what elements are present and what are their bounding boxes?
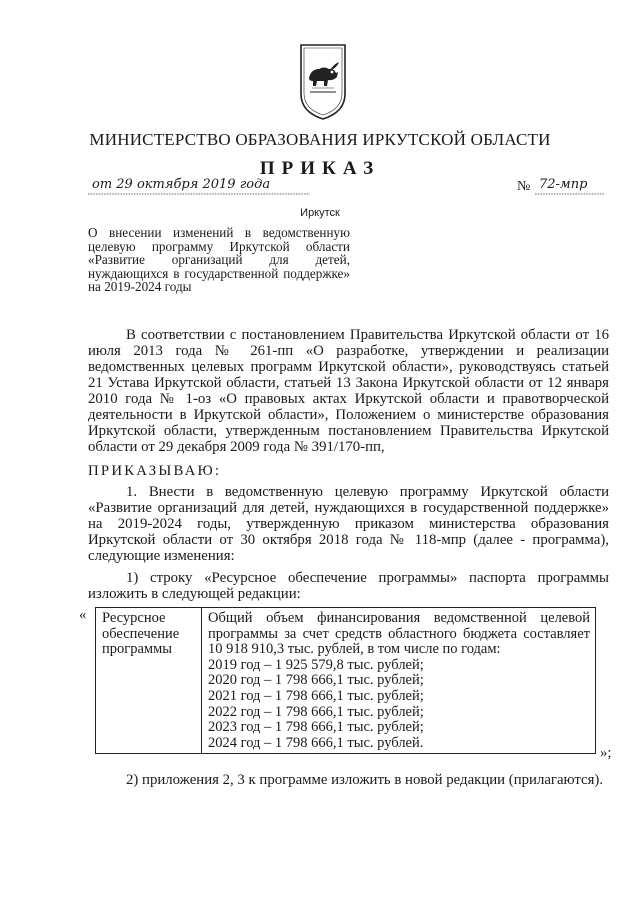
list-item: 2023 год – 1 798 666,1 тыс. рублей; xyxy=(208,719,424,736)
resource-table xyxy=(95,607,596,754)
handwritten-number: 72-мпр xyxy=(539,177,588,192)
list-item: 2020 год – 1 798 666,1 тыс. рублей; xyxy=(208,672,424,689)
yearly-funding-list xyxy=(208,658,590,752)
item-1-1-paragraph: 1) строку «Ресурсное обеспечение программы» паспорта программы изложить в следующей редакции: xyxy=(88,570,609,602)
ministry-name: МИНИСТЕРСТВО ОБРАЗОВАНИЯ ИРКУТСКОЙ ОБЛАСТИ xyxy=(89,130,551,149)
closing-quote: »; xyxy=(600,745,612,761)
list-item: 2024 год – 1 798 666,1 тыс. рублей. xyxy=(208,734,424,751)
list-item: 2021 год – 1 798 666,1 тыс. рублей; xyxy=(208,687,424,704)
handwritten-date: от 29 октября 2019 года xyxy=(92,177,271,192)
number-sign: № xyxy=(517,179,531,194)
list-item: 2022 год – 1 798 666,1 тыс. рублей; xyxy=(208,703,424,720)
funding-summary: Общий объем финансирования ведомственной целевой программы за счет средств областного бюджета составляет 10 918 910,3 тыс. рублей, в том числе по годам: xyxy=(208,610,590,658)
list-item: 2019 год – 1 925 579,8 тыс. рублей; xyxy=(208,656,424,673)
coat-of-arms-emblem xyxy=(298,42,348,122)
number-line xyxy=(517,177,605,196)
opening-quote: « xyxy=(79,607,87,623)
order-word: ПРИКАЗЫВАЮ: xyxy=(88,463,222,479)
item-1-2-paragraph: 2) приложения 2, 3 к программе изложить в новой редакции (прилагаются). xyxy=(126,772,604,788)
number-underline xyxy=(535,193,605,196)
date-line xyxy=(88,177,310,196)
preamble-paragraph: В соответствии с постановлением Правительства Иркутской области от 16 июля 2013 года № 261-пп «О разработке, утверждении и реализации ведомственных целевых программ Иркутской области», руководствуясь статьей 21 Устава Иркутской области, статьей 13 Закона Иркутской области от 12 января 2010 года № 1-оз «О правовых актах Иркутской области и правотворческой деятельности в Иркутской области», Положением о министерстве образования Иркутской области, утвержденным постановлением Правительства Иркутской области от 29 декабря 2009 года № 391/170-пп, xyxy=(88,327,609,455)
city-name: Иркутск xyxy=(300,207,340,219)
item-1-paragraph: 1. Внести в ведомственную целевую программу Иркутской области «Развитие организаций для детей, нуждающихся в государственной поддержке» на 2019-2024 годы, утвержденную приказом министерства образования Иркутской области от 30 октября 2018 года № 118-мпр (далее - программа), следующие изменения: xyxy=(88,484,609,564)
document-type-title: ПРИКАЗ xyxy=(259,158,381,179)
table-value-cell xyxy=(202,608,596,754)
order-subject: О внесении изменений в ведомственную целевую программу Иркутской области «Развитие организаций для детей, нуждающихся в государственной поддержке» на 2019-2024 годы xyxy=(88,225,350,294)
date-underline xyxy=(88,193,310,196)
table-row xyxy=(96,608,596,754)
table-label-cell: Ресурсное обеспечение программы xyxy=(96,608,202,754)
